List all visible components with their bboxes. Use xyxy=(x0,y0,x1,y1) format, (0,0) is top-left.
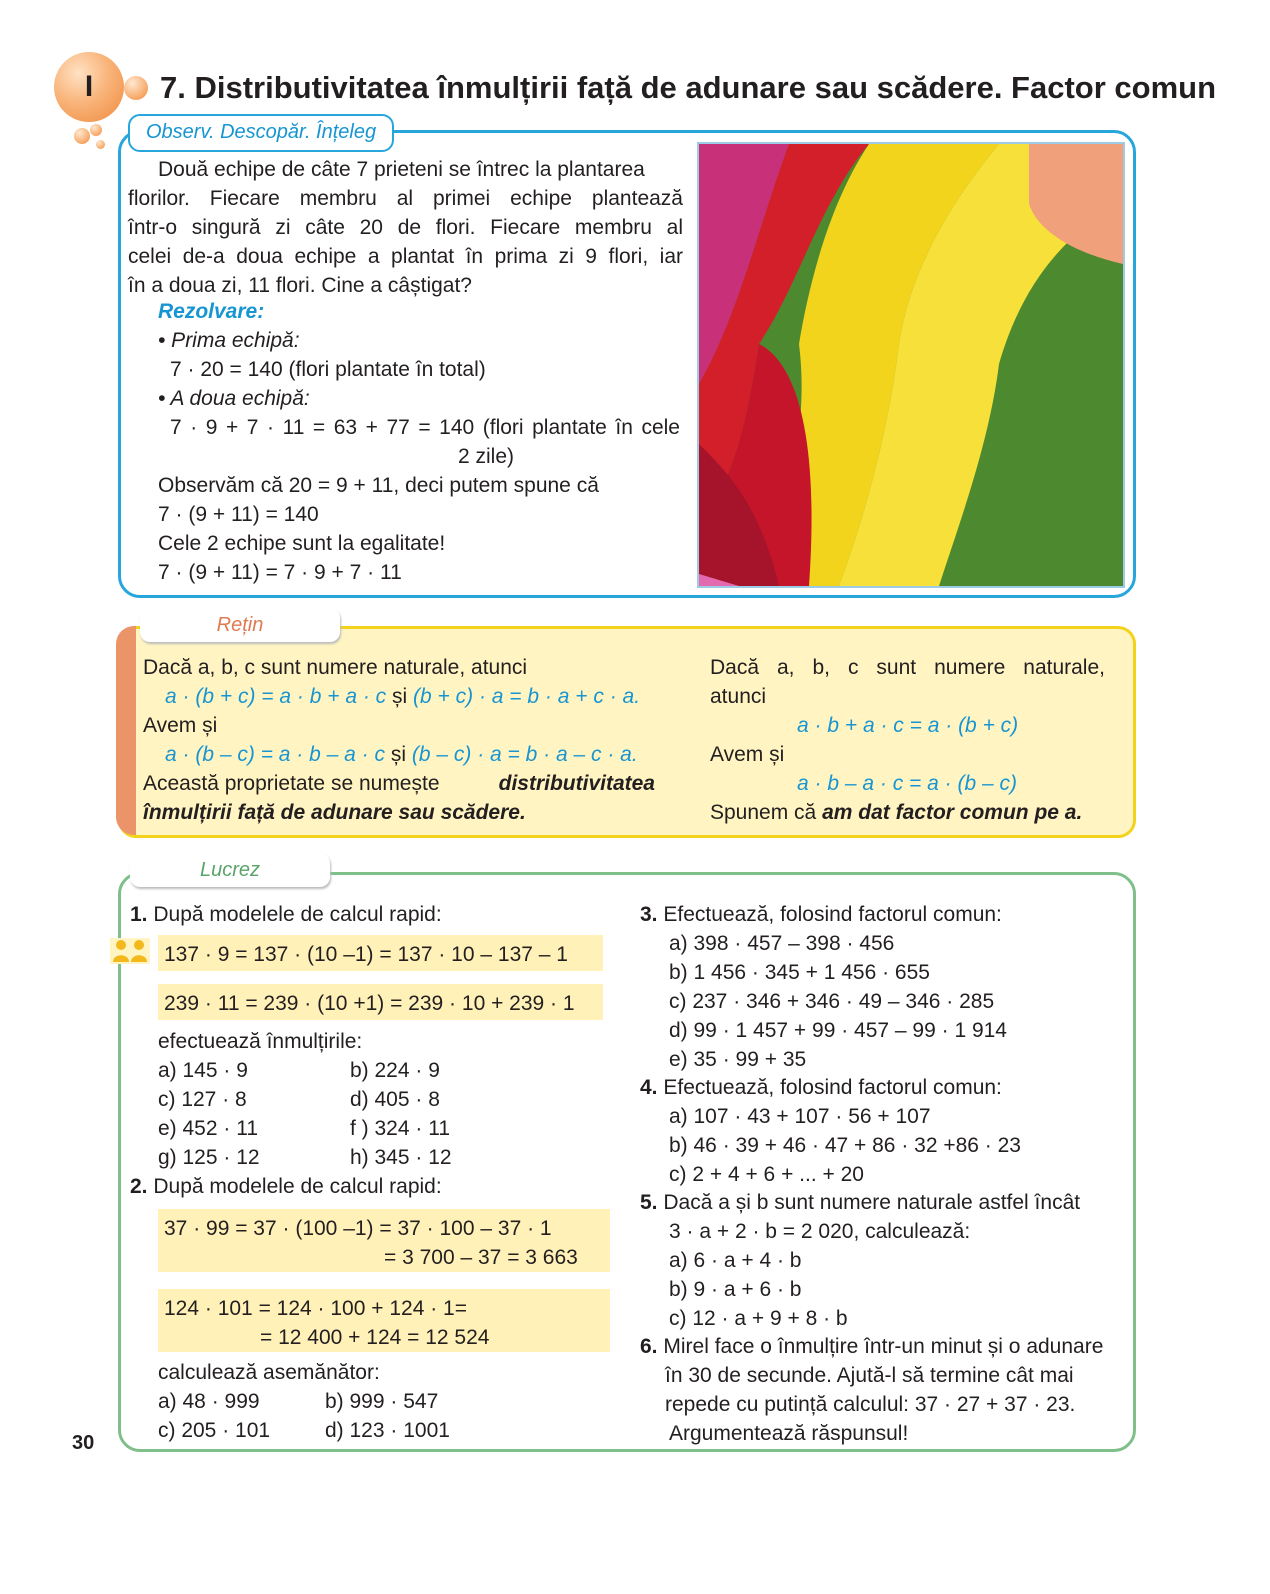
ex1-item: h) 345 · 12 xyxy=(350,1146,452,1169)
ex4-item: c) 2 + 4 + 6 + ... + 20 xyxy=(669,1163,864,1186)
ex2-item: a) 48 · 999 xyxy=(158,1390,260,1413)
formula-diff-left: a · (b – c) = a · b – a · c xyxy=(165,743,385,766)
factor-formula-sum: a · b + a · c = a · (b + c) xyxy=(797,714,1019,737)
decor-bubble-icon xyxy=(96,140,105,149)
observation-line: 7 · (9 + 11) = 7 · 9 + 7 · 11 xyxy=(158,561,402,584)
page-number: 30 xyxy=(72,1432,95,1454)
retin-left-line4: înmulțirii față de adunare sau scădere. xyxy=(143,801,526,824)
ex1-model1: 137 · 9 = 137 · (10 –1) = 137 · 10 – 137 – 1 xyxy=(164,943,568,966)
team1-calc: 7 · 20 = 140 (flori plantate în total) xyxy=(170,358,486,381)
observation-line: 7 · (9 + 11) = 140 xyxy=(158,503,319,526)
ex2-model2a: 124 · 101 = 124 · 100 + 124 · 1= xyxy=(164,1297,467,1320)
team2-calc-cont: 2 zile) xyxy=(458,445,515,468)
tulip-field-photo xyxy=(697,142,1125,588)
retin-left-line2: Avem și xyxy=(143,714,218,737)
retin-left-line3 xyxy=(143,769,655,798)
ex6-line: repede cu putință calculul: 37 · 27 + 37 · 23. xyxy=(665,1393,1076,1416)
ex1-model2: 239 · 11 = 239 · (10 +1) = 239 · 10 + 239 · 1 xyxy=(164,992,575,1015)
exercise-6-heading xyxy=(640,1332,1103,1361)
ex1-item: a) 145 · 9 xyxy=(158,1059,248,1082)
problem-text xyxy=(128,155,683,300)
ex3-item: d) 99 · 1 457 + 99 · 457 – 99 · 1 914 xyxy=(669,1019,1007,1042)
problem-line: în a doua zi, 11 flori. Cine a câștigat? xyxy=(128,274,472,297)
team2-calc: 7 · 9 + 7 · 11 = 63 + 77 = 140 (flori plantate în cele xyxy=(170,416,680,439)
ex2-item: b) 999 · 547 xyxy=(325,1390,439,1413)
team2-label: • A doua echipă: xyxy=(158,387,310,410)
ex6-line: Argumentează răspunsul! xyxy=(669,1422,909,1445)
exercise-1-heading xyxy=(130,900,442,929)
retin-right-line1: Dacă a, b, c sunt numere naturale, xyxy=(710,656,1105,679)
exercise-number: 6. xyxy=(640,1335,658,1358)
ex1-item: c) 127 · 8 xyxy=(158,1088,247,1111)
decor-bubble-icon xyxy=(124,76,148,100)
ex1-item: g) 125 · 12 xyxy=(158,1146,260,1169)
problem-line: într-o singură zi câte 20 de flori. Fiecare membru al xyxy=(128,216,683,239)
exercise-number: 2. xyxy=(130,1175,148,1198)
team1-label-text: • Prima echipă: xyxy=(158,329,300,352)
ex5-condition: 3 · a + 2 · b = 2 020, calculează: xyxy=(669,1220,971,1243)
formula-sum-left: a · (b + c) = a · b + a · c xyxy=(165,685,387,708)
ex2-model2b: = 12 400 + 124 = 12 524 xyxy=(260,1326,490,1349)
ex1-item: f ) 324 · 11 xyxy=(350,1117,450,1140)
factor-formula-diff: a · b – a · c = a · (b – c) xyxy=(797,772,1017,795)
pair-work-icon xyxy=(110,938,150,964)
retin-right-line3: Avem și xyxy=(710,743,785,766)
decor-bubble-icon xyxy=(74,128,90,144)
exercise-number: 1. xyxy=(130,903,148,926)
observ-tab: Observ. Descopăr. Înțeleg xyxy=(128,114,394,152)
ex1-item: d) 405 · 8 xyxy=(350,1088,440,1111)
ex2-item: d) 123 · 1001 xyxy=(325,1419,450,1442)
ex3-item: b) 1 456 · 345 + 1 456 · 655 xyxy=(669,961,930,984)
ex4-item: a) 107 · 43 + 107 · 56 + 107 xyxy=(669,1105,931,1128)
exercise-title: Dacă a și b sunt numere naturale astfel încât xyxy=(663,1191,1081,1214)
ex1-item: b) 224 · 9 xyxy=(350,1059,440,1082)
exercise-number: 3. xyxy=(640,903,658,926)
problem-line: celei de-a doua echipe a plantat în prima zi 9 flori, iar xyxy=(128,245,683,268)
exercise-title: Efectuează, folosind factorul comun: xyxy=(663,903,1002,926)
property-name: distributivitatea xyxy=(498,772,655,795)
retin-left-line1: Dacă a, b, c sunt numere naturale, atunci xyxy=(143,656,528,679)
ex5-item: b) 9 · a + 6 · b xyxy=(669,1278,802,1301)
retin-right-line4 xyxy=(710,798,1082,827)
exercise-line: Mirel face o înmulțire într-un minut și o adunare xyxy=(663,1335,1104,1358)
decor-bubble-icon xyxy=(90,124,102,136)
exercise-title: După modelele de calcul rapid: xyxy=(153,903,442,926)
ex1-item: e) 452 · 11 xyxy=(158,1117,259,1140)
ex2-model1b: = 3 700 – 37 = 3 663 xyxy=(384,1246,578,1269)
ex2-item: c) 205 · 101 xyxy=(158,1419,271,1442)
page-title: 7. Distributivitatea înmulțirii față de adunare sau scădere. Factor comun xyxy=(160,70,1217,105)
ex5-item: c) 12 · a + 9 + 8 · b xyxy=(669,1307,848,1330)
chapter-badge xyxy=(54,52,124,122)
retin-left-formula2 xyxy=(165,740,638,769)
retin-stripe xyxy=(116,626,136,835)
exercise-title: După modelele de calcul rapid: xyxy=(153,1175,442,1198)
exercise-5-heading xyxy=(640,1188,1080,1217)
factor-statement: am dat factor comun pe a. xyxy=(822,801,1083,824)
ex4-item: b) 46 · 39 + 46 · 47 + 86 · 32 +86 · 23 xyxy=(669,1134,1021,1157)
exercise-2-heading xyxy=(130,1172,442,1201)
tulip-field-icon xyxy=(699,144,1123,586)
formula-sum-right: (b + c) · a = b · a + c · a. xyxy=(413,685,641,708)
problem-line: Două echipe de câte 7 prieteni se întrec la plantarea xyxy=(158,158,645,181)
retin-right-line2: atunci xyxy=(710,685,767,708)
problem-line: florilor. Fiecare membru al primei echipe plantează xyxy=(128,187,683,210)
retin-tab: Rețin xyxy=(140,608,340,642)
ex3-item: a) 398 · 457 – 398 · 456 xyxy=(669,932,895,955)
lucrez-tab: Lucrez xyxy=(130,853,330,887)
ex1-instruction: efectuează înmulțirile: xyxy=(158,1030,363,1053)
retin-left-formula1 xyxy=(165,682,640,711)
observation-line: Observăm că 20 = 9 + 11, deci putem spune că xyxy=(158,474,599,497)
team1-label xyxy=(158,326,300,355)
ex2-model1a: 37 · 99 = 37 · (100 –1) = 37 · 100 – 37 · 1 xyxy=(164,1217,552,1240)
chapter-numeral: I xyxy=(84,70,94,103)
observation-line: Cele 2 echipe sunt la egalitate! xyxy=(158,532,446,555)
rezolvare-heading: Rezolvare: xyxy=(158,300,265,323)
exercise-3-heading xyxy=(640,900,1002,929)
ex3-item: c) 237 · 346 + 346 · 49 – 346 · 285 xyxy=(669,990,995,1013)
connector-si: și xyxy=(392,685,408,708)
ex5-item: a) 6 · a + 4 · b xyxy=(669,1249,802,1272)
property-intro: Această proprietate se numește xyxy=(143,772,440,795)
exercise-4-heading xyxy=(640,1073,1002,1102)
exercise-title: Efectuează, folosind factorul comun: xyxy=(663,1076,1002,1099)
ex2-instruction: calculează asemănător: xyxy=(158,1361,380,1384)
exercise-number: 5. xyxy=(640,1191,658,1214)
connector-si: și xyxy=(390,743,407,766)
exercise-number: 4. xyxy=(640,1076,658,1099)
ex6-line: în 30 de secunde. Ajută-l să termine cât mai xyxy=(665,1364,1074,1387)
factor-intro: Spunem că xyxy=(710,801,817,824)
ex3-item: e) 35 · 99 + 35 xyxy=(669,1048,807,1071)
formula-diff-right: (b – c) · a = b · a – c · a. xyxy=(411,743,638,766)
